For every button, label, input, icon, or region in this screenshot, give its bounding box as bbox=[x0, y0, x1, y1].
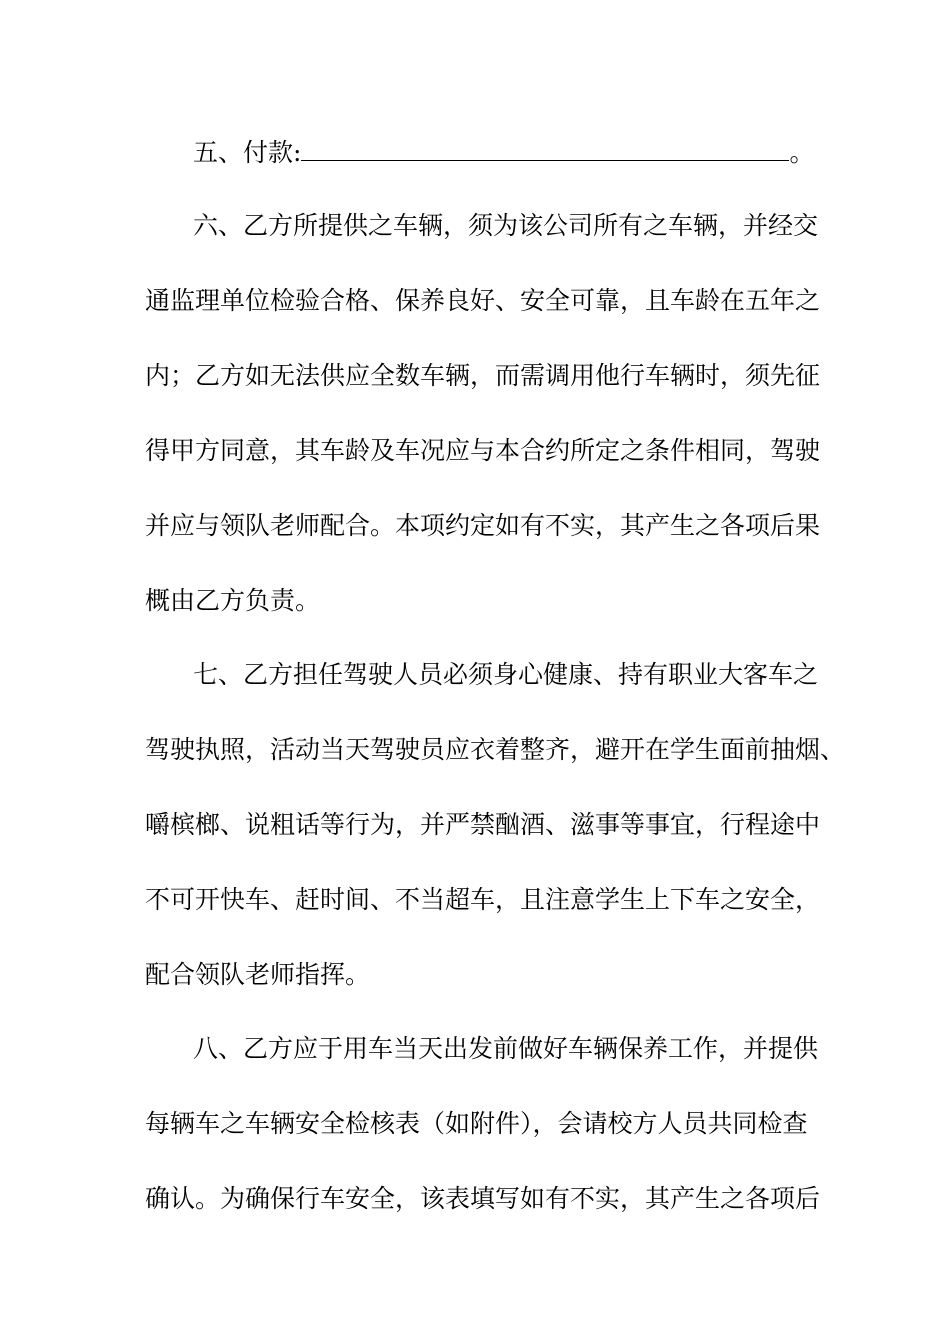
payment-label: 五、付款: bbox=[193, 138, 302, 167]
clause-6-line-5: 并应与领队老师配合。本项约定如有不实，其产生之各项后果 bbox=[145, 511, 821, 540]
clause-6-line-1: 六、乙方所提供之车辆，须为该公司所有之车辆，并经交 bbox=[193, 211, 819, 240]
payment-blank bbox=[301, 140, 789, 161]
clause-6-line-4: 得甲方同意，其车龄及车况应与本合约所定之条件相同，驾驶 bbox=[145, 436, 821, 465]
clause-8-line-2: 每辆车之车辆安全检核表（如附件），会请校方人员共同检查 bbox=[145, 1109, 808, 1138]
clause-6-line-3: 内；乙方如无法供应全数车辆，而需调用他行车辆时，须先征 bbox=[145, 361, 821, 390]
payment-clause bbox=[193, 138, 814, 168]
clause-7-line-3: 嚼槟榔、说粗话等行为，并严禁酗酒、滋事等事宜，行程途中 bbox=[145, 810, 821, 839]
clause-7-line-1: 七、乙方担任驾驶人员必须身心健康、持有职业大客车之 bbox=[193, 660, 819, 689]
payment-end: 。 bbox=[789, 138, 815, 167]
clause-7-line-2: 驾驶执照，活动当天驾驶员应衣着整齐，避开在学生面前抽烟、 bbox=[145, 735, 846, 764]
clause-8-line-3: 确认。为确保行车安全，该表填写如有不实，其产生之各项后 bbox=[145, 1184, 821, 1213]
clause-8-line-1: 八、乙方应于用车当天出发前做好车辆保养工作，并提供 bbox=[193, 1034, 819, 1063]
clause-6-line-6: 概由乙方负责。 bbox=[145, 586, 321, 615]
clause-6-line-2: 通监理单位检验合格、保养良好、安全可靠，且车龄在五年之 bbox=[145, 286, 821, 315]
clause-7-line-4: 不可开快车、赶时间、不当超车，且注意学生上下车之安全， bbox=[145, 885, 821, 914]
clause-7-line-5: 配合领队老师指挥。 bbox=[145, 960, 371, 989]
